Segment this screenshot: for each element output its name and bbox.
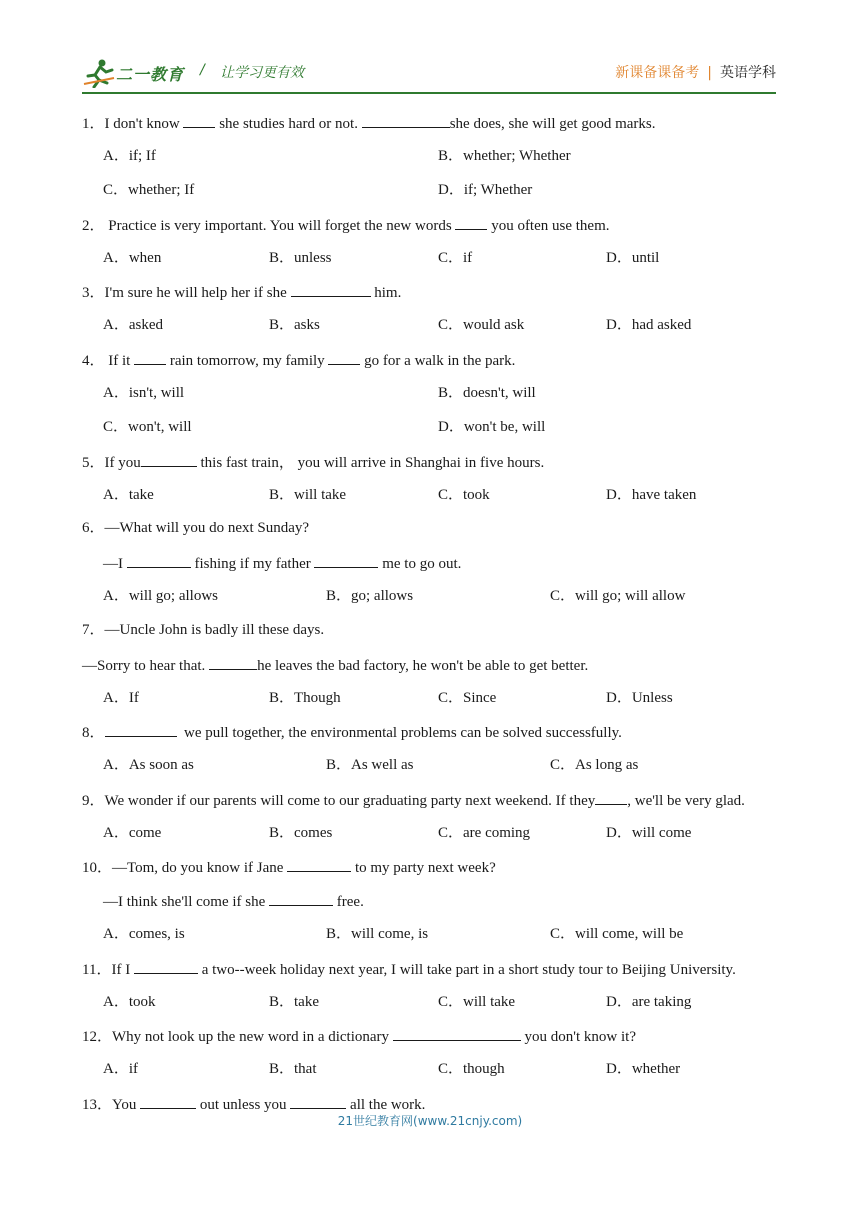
question-9 [82, 790, 745, 810]
question-text: she studies hard or not. [215, 116, 362, 132]
option-a[interactable]: A．took [103, 994, 156, 1010]
header-separator: | [707, 65, 712, 81]
question-text: we pull together, the environmental problems can be solved successfully. [176, 725, 622, 741]
question-5 [82, 452, 544, 472]
option-d[interactable]: D．if; Whether [438, 182, 533, 198]
option-b[interactable]: B．Though [269, 690, 341, 706]
answer-blank [141, 452, 197, 467]
option-a[interactable]: A．take [103, 487, 154, 503]
option-b[interactable]: B．doesn't, will [438, 385, 536, 401]
question-text: you don't know it? [520, 1029, 636, 1045]
question-text: —Tom, do you know if Jane [112, 860, 288, 876]
question-number: 12． [82, 1029, 113, 1045]
question-number: 11． [82, 962, 112, 978]
option-b[interactable]: B．will come, is [326, 926, 429, 942]
question-text: rain tomorrow, my family [166, 353, 329, 369]
question-12 [82, 1026, 636, 1046]
option-c[interactable]: C．are coming [438, 825, 531, 841]
question-number: 7． [82, 622, 105, 638]
answer-blank [455, 215, 487, 230]
question-3 [82, 282, 401, 302]
question-text: I don't know [104, 116, 184, 132]
option-a[interactable]: A．if; If [103, 148, 156, 164]
question-number: 9． [82, 793, 105, 809]
answer-blank [328, 350, 360, 365]
answer-blank [134, 350, 166, 365]
logo-text: 二一教育 [116, 65, 185, 84]
question-10 [82, 857, 496, 877]
option-c[interactable]: C．will come, will be [550, 926, 684, 942]
option-d[interactable]: D．are taking [606, 994, 692, 1010]
option-c[interactable]: C．if [438, 250, 473, 266]
question-text: you often use them. [487, 218, 610, 234]
question-text: You [112, 1097, 141, 1113]
answer-blank [362, 113, 450, 128]
question-text: If you [104, 455, 141, 471]
logo [82, 58, 192, 90]
question-number: 10． [82, 860, 113, 876]
option-b[interactable]: B．whether; Whether [438, 148, 571, 164]
question-text: out unless you [196, 1097, 291, 1113]
question-7 [82, 621, 324, 639]
question-number: 13． [82, 1097, 113, 1113]
question-8 [82, 722, 622, 742]
option-c[interactable]: C．would ask [438, 317, 525, 333]
option-d[interactable]: D．won't be, will [438, 419, 546, 435]
option-a[interactable]: A．isn't, will [103, 385, 185, 401]
question-number: 5． [82, 455, 105, 471]
question-number: 1． [82, 116, 105, 132]
question-number: 6． [82, 520, 105, 536]
question-text: We wonder if our parents will come to our graduating party next weekend. If they [104, 793, 596, 809]
question-text: free. [333, 894, 364, 910]
question-13 [82, 1094, 425, 1114]
option-c[interactable]: C．won't, will [103, 419, 192, 435]
header-subject [615, 62, 776, 82]
option-b[interactable]: B．As well as [326, 757, 414, 773]
option-c[interactable]: C．As long as [550, 757, 639, 773]
question-7-line-2 [82, 655, 588, 675]
answer-blank [291, 282, 371, 297]
question-text: If I [111, 962, 134, 978]
option-b[interactable]: B．comes [269, 825, 333, 841]
header-rule [82, 92, 776, 94]
page-footer: 21世纪教育网(www.21cnjy.com) [337, 1114, 523, 1128]
question-number: 2． [82, 218, 105, 234]
option-a[interactable]: A．comes, is [103, 926, 185, 942]
option-d[interactable]: D．have taken [606, 487, 697, 503]
header-course: 新课备课备考 [615, 65, 700, 81]
question-text: him. [370, 285, 402, 301]
question-text: Practice is very important. You will forget the new words [104, 218, 456, 234]
option-a[interactable]: A．asked [103, 317, 163, 333]
question-text: she does, she will get good marks. [449, 116, 656, 132]
answer-blank [393, 1026, 521, 1041]
option-d[interactable]: D．will come [606, 825, 692, 841]
question-10-line-2 [103, 891, 364, 911]
option-b[interactable]: B．unless [269, 250, 332, 266]
question-text: fishing if my father [194, 556, 315, 572]
option-a[interactable]: A．As soon as [103, 757, 194, 773]
question-text: all the work. [346, 1097, 426, 1113]
option-a[interactable]: A．come [103, 825, 162, 841]
question-text: Why not look up the new word in a dictionary [112, 1029, 393, 1045]
option-d[interactable]: D．Unless [606, 690, 673, 706]
question-text: this fast train， you will arrive in Shanghai in five hours. [196, 455, 545, 471]
answer-blank [105, 722, 177, 737]
option-b[interactable]: B．that [269, 1061, 317, 1077]
option-b[interactable]: B．take [269, 994, 319, 1010]
question-text: me to go out. [382, 556, 462, 572]
answer-blank [314, 553, 378, 568]
question-4 [82, 350, 515, 370]
question-number: 4． [82, 353, 105, 369]
option-d[interactable]: D．until [606, 250, 660, 266]
option-d[interactable]: D．had asked [606, 317, 692, 333]
question-number: 3． [82, 285, 105, 301]
question-1 [82, 113, 656, 133]
option-b[interactable]: B．will take [269, 487, 347, 503]
option-a[interactable]: A．If [103, 690, 139, 706]
answer-blank [209, 655, 257, 670]
option-a[interactable]: A．when [103, 250, 162, 266]
question-text: If it [104, 353, 135, 369]
option-a[interactable]: A．will go; allows [103, 588, 218, 604]
question-6 [82, 519, 309, 537]
answer-blank [140, 1094, 196, 1109]
option-c[interactable]: C．whether; If [103, 182, 195, 198]
question-text: —I [103, 556, 127, 572]
question-text: —Sorry to hear that. [82, 658, 210, 674]
option-a[interactable]: A．if [103, 1061, 138, 1077]
question-text: —I think she'll come if she [103, 894, 270, 910]
option-b[interactable]: B．go; allows [326, 588, 414, 604]
runner-logo-icon [82, 58, 116, 88]
answer-blank [287, 857, 351, 872]
slogan-divider: / [200, 62, 205, 78]
option-c[interactable]: C．Since [438, 690, 497, 706]
question-text: , we'll be very glad. [627, 793, 745, 809]
answer-blank [290, 1094, 346, 1109]
question-text: go for a walk in the park. [360, 353, 516, 369]
page-header [82, 52, 776, 92]
slogan: 让学习更有效 [220, 65, 304, 81]
question-text: I'm sure he will help her if she [104, 285, 291, 301]
option-b[interactable]: B．asks [269, 317, 320, 333]
answer-blank [127, 553, 191, 568]
question-6-line-2 [103, 553, 461, 573]
question-text: —What will you do next Sunday? [104, 520, 310, 536]
option-c[interactable]: C．will take [438, 994, 516, 1010]
header-subject-label: 英语学科 [720, 65, 776, 81]
question-text: to my party next week? [351, 860, 496, 876]
answer-blank [595, 790, 627, 805]
option-d[interactable]: D．whether [606, 1061, 681, 1077]
option-c[interactable]: C．took [438, 487, 490, 503]
question-2 [82, 215, 610, 235]
option-c[interactable]: C．though [438, 1061, 505, 1077]
answer-blank [134, 959, 198, 974]
option-c[interactable]: C．will go; will allow [550, 588, 686, 604]
question-number: 8． [82, 725, 105, 741]
question-text: he leaves the bad factory, he won't be able to get better. [257, 658, 589, 674]
answer-blank [183, 113, 215, 128]
question-11 [82, 959, 736, 979]
question-text: a two--week holiday next year, I will take part in a short study tour to Beijing University. [197, 962, 736, 978]
answer-blank [269, 891, 333, 906]
question-text: —Uncle John is badly ill these days. [104, 622, 325, 638]
